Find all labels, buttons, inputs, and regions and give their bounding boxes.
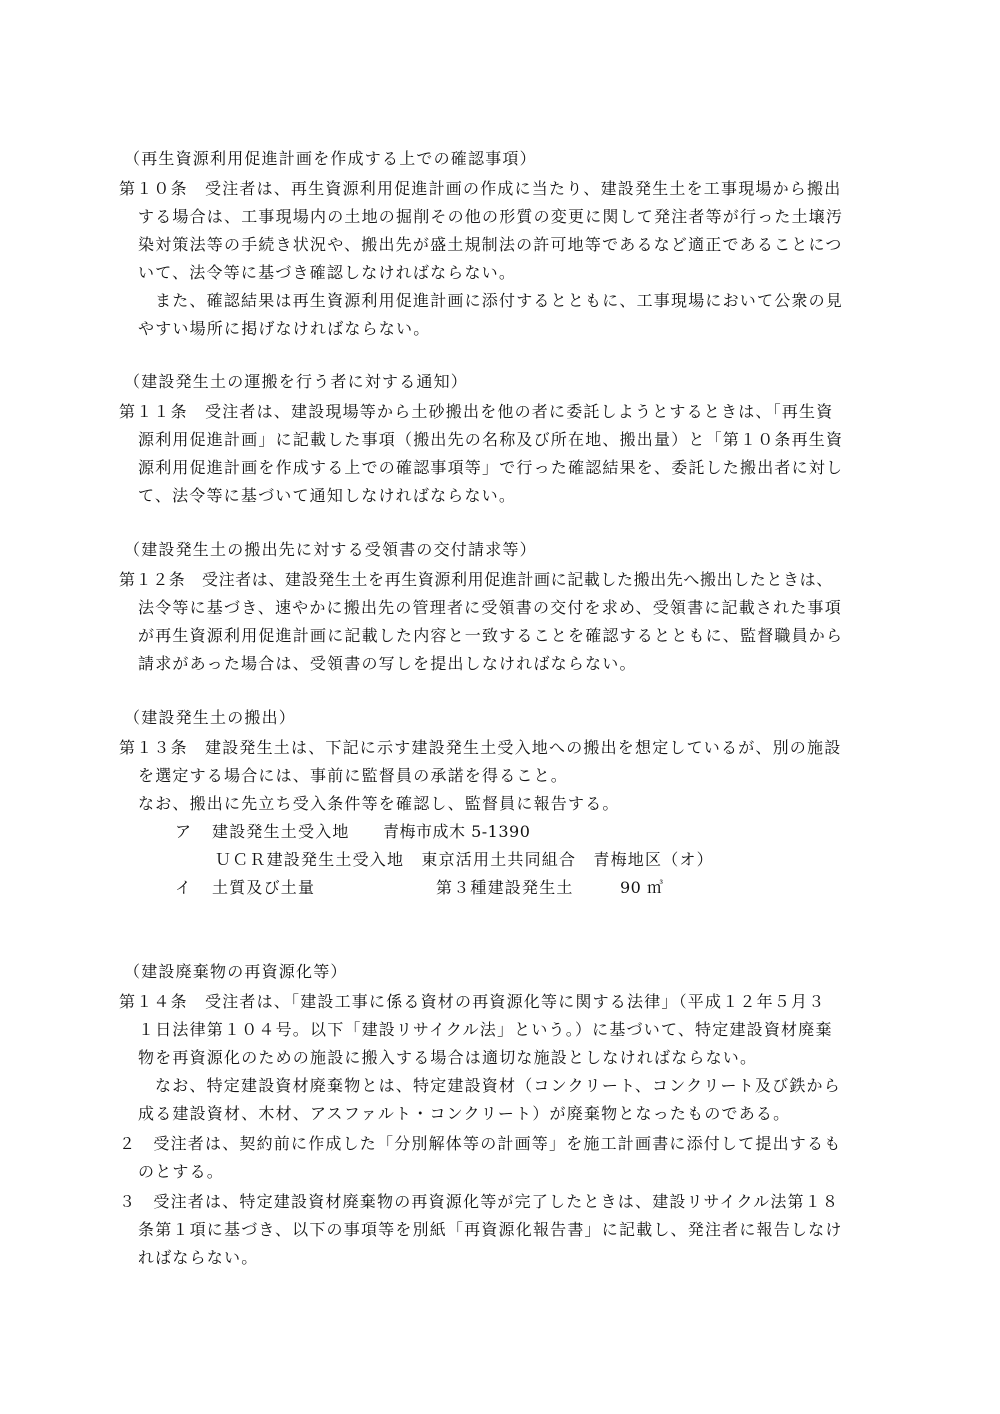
article-10-line-5: また、確認結果は再生資源利用促進計画に添付するとともに、工事現場において公衆の見 xyxy=(155,291,844,310)
article-14-line-5: 成る建設資材、木材、アスファルト・コンクリート）が廃棄物となったものである。 xyxy=(138,1104,791,1123)
article-12-line-3: が再生資源利用促進計画に記載した内容と一致することを確認するとともに、監督職員から xyxy=(138,626,844,645)
item-i-soil: 第３種建設発生土 xyxy=(436,878,574,897)
article-10-line-2: する場合は、工事現場内の土地の掘削その他の形質の変更に関して発注者等が行った土壌汚 xyxy=(138,207,844,226)
section-12-heading: （建設発生土の搬出先に対する受領書の交付請求等） xyxy=(124,540,537,559)
item-a-line-2: ＵＣＲ建設発生土受入地 東京活用土共同組合 青梅地区（オ） xyxy=(215,850,714,869)
article-12-line-1: 第１２条 受注者は、建設発生土を再生資源利用促進計画に記載した搬出先へ搬出したときは、 xyxy=(119,570,833,589)
article-14-para-2-line-2: のとする。 xyxy=(138,1162,225,1181)
article-13-line-1: 第１３条 建設発生土は、下記に示す建設発生土受入地への搬出を想定しているが、別の施設 xyxy=(119,738,842,757)
article-11-line-1: 第１１条 受注者は、建設現場等から土砂搬出を他の者に委託しようとするときは、「再生資 xyxy=(119,402,834,421)
article-10-line-1: 第１０条 受注者は、再生資源利用促進計画の作成に当たり、建設発生土を工事現場から搬出 xyxy=(119,179,842,198)
article-11-line-2: 源利用促進計画」に記載した事項（搬出先の名称及び所在地、搬出量）と「第１０条再生資 xyxy=(138,430,844,449)
section-11-heading: （建設発生土の運搬を行う者に対する通知） xyxy=(124,372,469,391)
article-10-line-6: やすい場所に掲げなければならない。 xyxy=(138,319,431,338)
section-13-heading: （建設発生土の搬出） xyxy=(124,708,297,727)
article-12-line-2: 法令等に基づき、速やかに搬出先の管理者に受領書の交付を求め、受領書に記載された事項 xyxy=(138,598,842,617)
item-a-value: 青梅市成木 5-1390 xyxy=(383,822,531,841)
article-11-line-3: 源利用促進計画を作成する上での確認事項等」で行った確認結果を、委託した搬出者に対し xyxy=(138,458,844,477)
article-13-line-2: を選定する場合には、事前に監督員の承諾を得ること。 xyxy=(138,766,569,785)
item-i-label: 土質及び土量 xyxy=(212,878,316,897)
article-14-line-4: なお、特定建設資材廃棄物とは、特定建設資材（コンクリート、コンクリート及び鉄から xyxy=(155,1076,841,1095)
article-14-para-3-line-1: ３ 受注者は、特定建設資材廃棄物の再資源化等が完了したときは、建設リサイクル法第１８ xyxy=(119,1192,840,1211)
article-14-line-1: 第１４条 受注者は、「建設工事に係る資材の再資源化等に関する法律」（平成１２年５月３ xyxy=(119,992,826,1011)
item-a-label: 建設発生土受入地 xyxy=(212,822,350,841)
article-14-para-3-line-3: ればならない。 xyxy=(138,1248,259,1267)
article-10-line-3: 染対策法等の手続き状況や、搬出先が盛土規制法の許可地等であるなど適正であることにつ xyxy=(138,235,843,254)
article-13-line-3: なお、搬出に先立ち受入条件等を確認し、監督員に報告する。 xyxy=(138,794,620,813)
section-10-heading: （再生資源利用促進計画を作成する上での確認事項） xyxy=(124,149,537,168)
item-i-volume: 90 ㎥ xyxy=(620,878,664,897)
item-i-marker: イ xyxy=(175,878,193,897)
article-14-line-3: 物を再資源化のための施設に搬入する場合は適切な施設としなければならない。 xyxy=(138,1048,758,1067)
item-a-marker: ア xyxy=(175,822,193,841)
article-14-para-3-line-2: 条第１項に基づき、以下の事項等を別紙「再資源化報告書」に記載し、発注者に報告しなけ xyxy=(138,1220,843,1239)
section-14-heading: （建設廃棄物の再資源化等） xyxy=(124,962,348,981)
article-12-line-4: 請求があった場合は、受領書の写しを提出しなければならない。 xyxy=(138,654,637,673)
article-14-line-2: １日法律第１０４号。以下「建設リサイクル法」という。）に基づいて、特定建設資材廃棄 xyxy=(138,1020,833,1039)
article-10-line-4: いて、法令等に基づき確認しなければならない。 xyxy=(138,263,517,282)
article-14-para-2-line-1: ２ 受注者は、契約前に作成した「分別解体等の計画等」を施工計画書に添付して提出するも xyxy=(119,1134,842,1153)
article-11-line-4: て、法令等に基づいて通知しなければならない。 xyxy=(138,486,517,505)
